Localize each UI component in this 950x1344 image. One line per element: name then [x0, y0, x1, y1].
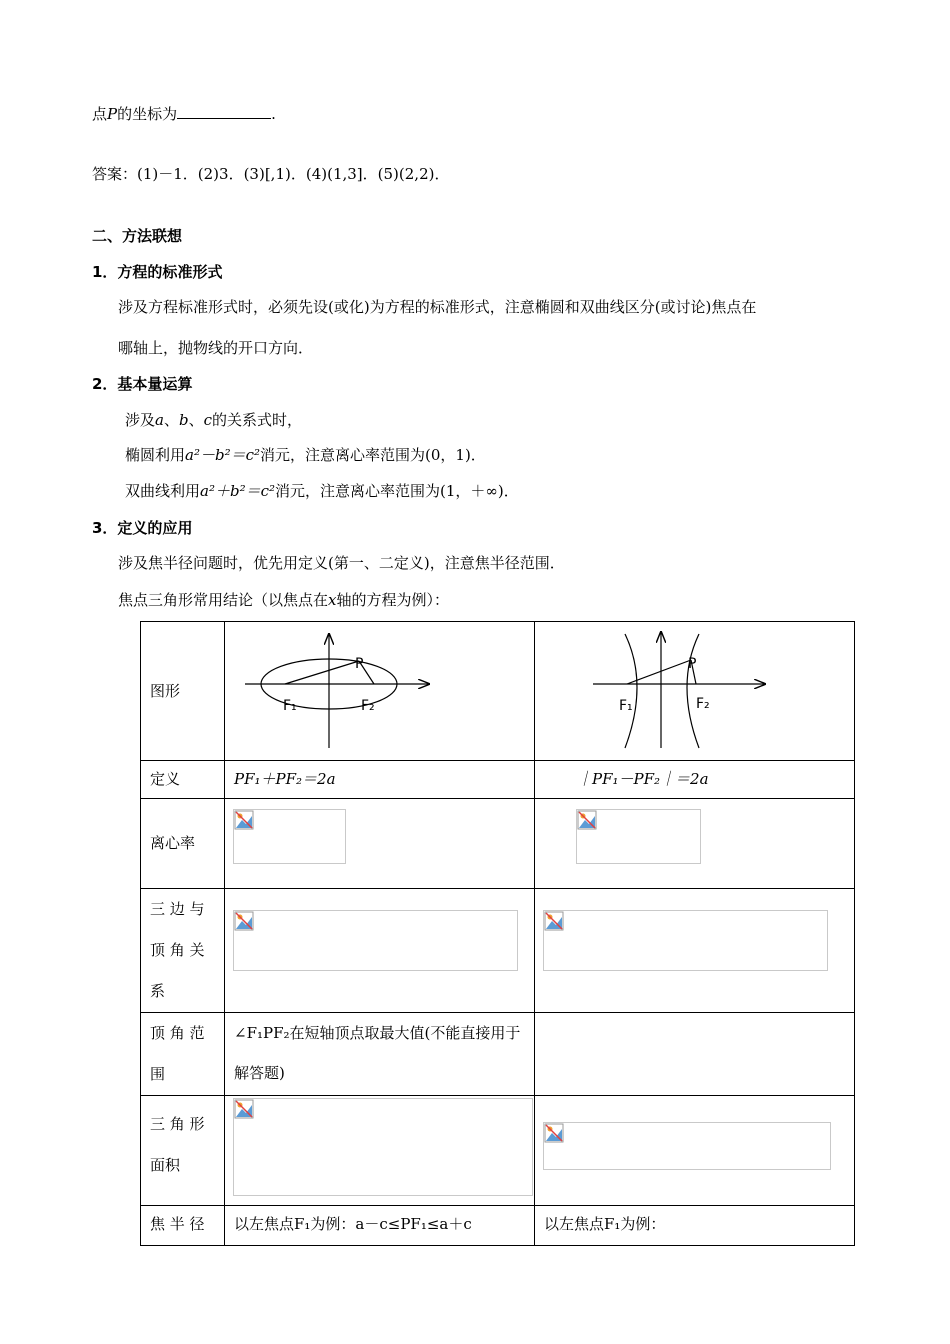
image-placeholder — [233, 809, 346, 864]
broken-image-icon — [234, 1099, 254, 1119]
item2-line1-pre: 涉及 — [125, 411, 156, 429]
broken-image-icon — [544, 1123, 564, 1143]
item2-line2-pre: 椭圆利用 — [125, 446, 186, 464]
item2-line1 — [125, 409, 302, 430]
broken-image-icon — [234, 911, 254, 931]
label-figure: 图形 — [150, 681, 181, 700]
sep1: 、 — [163, 411, 179, 429]
image-placeholder — [543, 910, 828, 971]
row-figure — [141, 622, 855, 761]
ellipse-label-p: P — [355, 656, 364, 672]
hyperbola-focal-radius: 以左焦点F₁为例： — [535, 1206, 855, 1246]
item2-title: 2．基本量运算 — [92, 375, 193, 393]
ellipse-angle-range: ∠F₁PF₂在短轴顶点取最大值(不能直接用于解答题) — [225, 1013, 535, 1096]
var-c: c — [203, 411, 213, 429]
row-label-eccentricity — [141, 799, 225, 889]
item3-line1: 涉及焦半径问题时，优先用定义(第一、二定义)，注意焦半径范围． — [118, 554, 565, 572]
hyperbola-left-branch — [625, 634, 637, 748]
ellipse-eccentricity-cell — [225, 799, 535, 889]
focal-triangle-table — [140, 621, 855, 1246]
label-sides-angle: 三 边 与 顶 角 关 系 — [150, 900, 205, 1000]
hyperbola-figure-cell — [535, 622, 855, 761]
image-placeholder — [233, 1098, 533, 1196]
hyperbola-label-p: P — [688, 656, 697, 672]
label-definition: 定义 — [150, 770, 181, 788]
hyperbola-right-branch — [687, 634, 699, 748]
item1-line1: 涉及方程标准形式时，必须先设(或化)为方程的标准形式，注意椭圆和双曲线区分(或讨论)焦点在 — [118, 298, 757, 316]
item2-line3 — [125, 480, 519, 501]
broken-image-icon — [577, 810, 597, 830]
item2-line2-post: 消元，注意离心率范围为(0，1)． — [260, 446, 486, 464]
image-placeholder — [576, 809, 701, 864]
intro-text-after: 的坐标为 — [117, 105, 178, 123]
var-b: b — [178, 411, 189, 429]
ellipse-area-cell — [225, 1096, 535, 1206]
item3-title: 3．定义的应用 — [92, 519, 193, 537]
row-label-focal-radius — [141, 1206, 225, 1246]
ellipse-figure-cell — [225, 622, 535, 761]
row-label-angle-range — [141, 1013, 225, 1096]
hyperbola-label-f2: F₂ — [696, 696, 710, 712]
ellipse-label-f2: F₂ — [361, 698, 375, 714]
row-angle-range — [141, 1013, 855, 1096]
intro-var: P — [107, 105, 118, 123]
item3-line2 — [118, 589, 449, 610]
label-focal-radius: 焦 半 径 — [150, 1215, 205, 1233]
ellipse-definition: PF₁＋PF₂＝2a — [225, 761, 535, 799]
image-placeholder — [233, 910, 518, 971]
answer-blank — [177, 104, 271, 119]
row-label-figure — [141, 622, 225, 761]
image-placeholder — [543, 1122, 831, 1170]
label-area: 三 角 形 面积 — [150, 1115, 205, 1174]
hyperbola-formula: a²＋b²＝c² — [200, 482, 276, 500]
row-eccentricity — [141, 799, 855, 889]
intro-line — [92, 103, 276, 124]
hyperbola-diagram — [535, 622, 853, 756]
intro-period: . — [271, 105, 276, 123]
var-x: x — [328, 591, 337, 609]
hyperbola-eccentricity-cell — [535, 799, 855, 889]
section-heading: 二、方法联想 — [92, 227, 183, 245]
hyperbola-area-cell — [535, 1096, 855, 1206]
item1-line2: 哪轴上，抛物线的开口方向． — [118, 339, 314, 357]
row-label-definition — [141, 761, 225, 799]
row-area — [141, 1096, 855, 1206]
hyperbola-angle-range-empty — [535, 1013, 855, 1096]
item2-line1-post: 的关系式时， — [212, 411, 303, 429]
item3-line2-pre: 焦点三角形常用结论（以焦点在 — [118, 591, 329, 609]
broken-image-icon — [234, 810, 254, 830]
hyperbola-definition: ｜PF₁－PF₂｜＝2a — [535, 761, 855, 799]
hyperbola-sides-angle-cell — [535, 889, 855, 1013]
item1-title: 1．方程的标准形式 — [92, 263, 223, 281]
answer-line: 答案：(1)－1．(2)3．(3)[,1)．(4)(1,3]．(5)(2,2)． — [92, 165, 450, 183]
row-label-area — [141, 1096, 225, 1206]
ellipse-diagram — [225, 622, 533, 756]
ellipse-formula: a²－b²＝c² — [185, 446, 261, 464]
row-sides-angle — [141, 889, 855, 1013]
intro-text-before: 点 — [92, 105, 108, 123]
item2-line3-post: 消元，注意离心率范围为(1，＋∞)． — [275, 482, 519, 500]
var-a: a — [155, 411, 164, 429]
sep2: 、 — [188, 411, 204, 429]
item3-line2-post: 轴的方程为例）： — [336, 591, 449, 609]
ellipse-focal-radius: 以左焦点F₁为例：a－c≤PF₁≤a＋c — [225, 1206, 535, 1246]
item2-line2 — [125, 444, 486, 465]
ellipse-label-f1: F₁ — [283, 698, 297, 714]
hyperbola-label-f1: F₁ — [619, 698, 633, 714]
row-definition — [141, 761, 855, 799]
item2-line3-pre: 双曲线利用 — [125, 482, 201, 500]
broken-image-icon — [544, 911, 564, 931]
ellipse-sides-angle-cell — [225, 889, 535, 1013]
label-angle-range: 顶 角 范 围 — [150, 1024, 205, 1083]
row-focal-radius — [141, 1206, 855, 1246]
row-label-sides-angle — [141, 889, 225, 1013]
pf1-segment — [285, 661, 359, 684]
label-eccentricity: 离心率 — [150, 834, 196, 852]
